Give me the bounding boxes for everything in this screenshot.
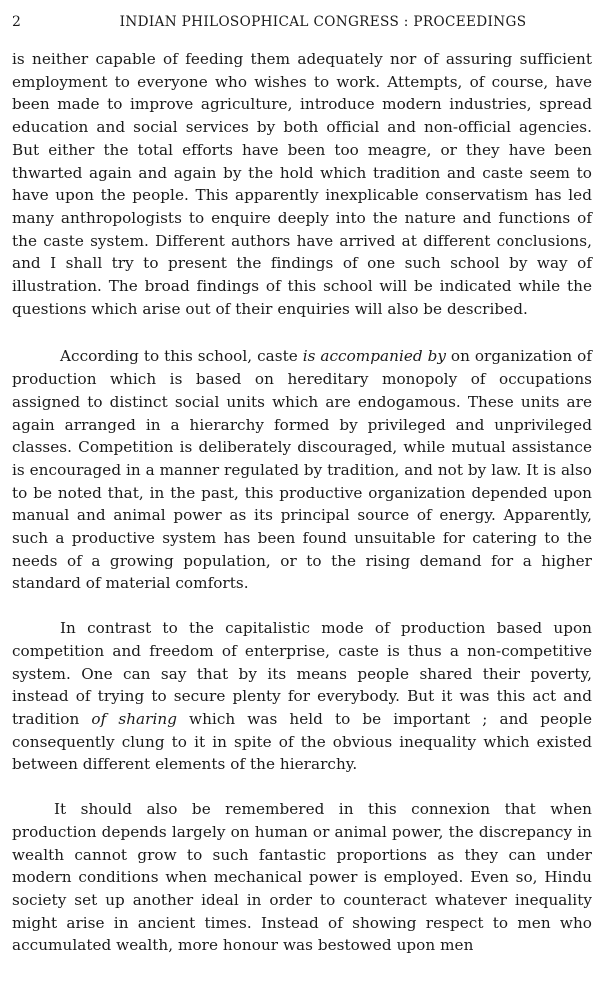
paragraph-2-text-before: According to this school, caste <box>60 347 303 366</box>
page-number: 2 <box>12 14 22 30</box>
paragraph-1: is neither capable of feeding them adequately nor of assuring sufficient employment to everyone who wishes to work. Attempts, of course, have been made to improve agriculture, introduce modern industries, spread education and social services by both official and non-official agencies. But either the total efforts have been too meagre, or they have been thwarted again and again by the hold which tradition and caste seem to have upon the people. This apparently inexplicable conservatism has led many anthropologists to enquire deeply into the nature and functions of the caste system. Different authors have arrived at different conclusions, and I shall try to present the findings of one such school by way of illustration. The broad findings of this school will be indicated while the questions which arise out of their enquiries will also be described. <box>12 50 592 318</box>
paragraph-2 <box>12 345 592 595</box>
paragraph-3-text-before: In contrast to the capitalistic mode of production based upon competition and freedom of enterprise, caste is thus a non-competitive system. One can say that by its means people shared their poverty, instead of trying to secure plenty for everybody. But it was this act and tradition <box>12 619 592 728</box>
paragraph-2-text-after: on organization of production which is based on hereditary monopoly of occupations assigned to distinct social units which are endogamous. These units are again arranged in a hierarchy formed by privileged and unprivileged classes. Competition is deliberately discouraged, while mutual assistance is encouraged in a manner regulated by tradition, and not by law. It is also to be noted that, in the past, this productive organization depended upon manual and animal power as its principal source of energy. Apparently, such a productive system has been found unsuitable for catering to the needs of a growing population, or to the rising demand for a higher standard of material comforts. <box>12 347 592 593</box>
paragraph-3 <box>12 617 592 776</box>
paragraph-3-text-after: which was held to be important ; and people consequently clung to it in spite of the obvious inequality which existed between different elements of the hierarchy. <box>12 709 592 774</box>
page-header <box>12 14 592 38</box>
paragraph-4: It should also be remembered in this connexion that when production depends largely on human or animal power, the discrepancy in wealth cannot grow to such fantastic proportions as they can under modern conditions when mechanical power is employed. Even so, Hindu society set up another ideal in order to counteract whatever inequality might arise in ancient times. Instead of showing respect to men who accumulated wealth, more honour was bestowed upon men <box>12 800 592 955</box>
running-head: INDIAN PHILOSOPHICAL CONGRESS : PROCEEDINGS <box>119 14 527 30</box>
paragraph-2-emphasis: is accompanied by <box>302 347 446 366</box>
paragraph-3-emphasis: of sharing <box>91 709 177 728</box>
